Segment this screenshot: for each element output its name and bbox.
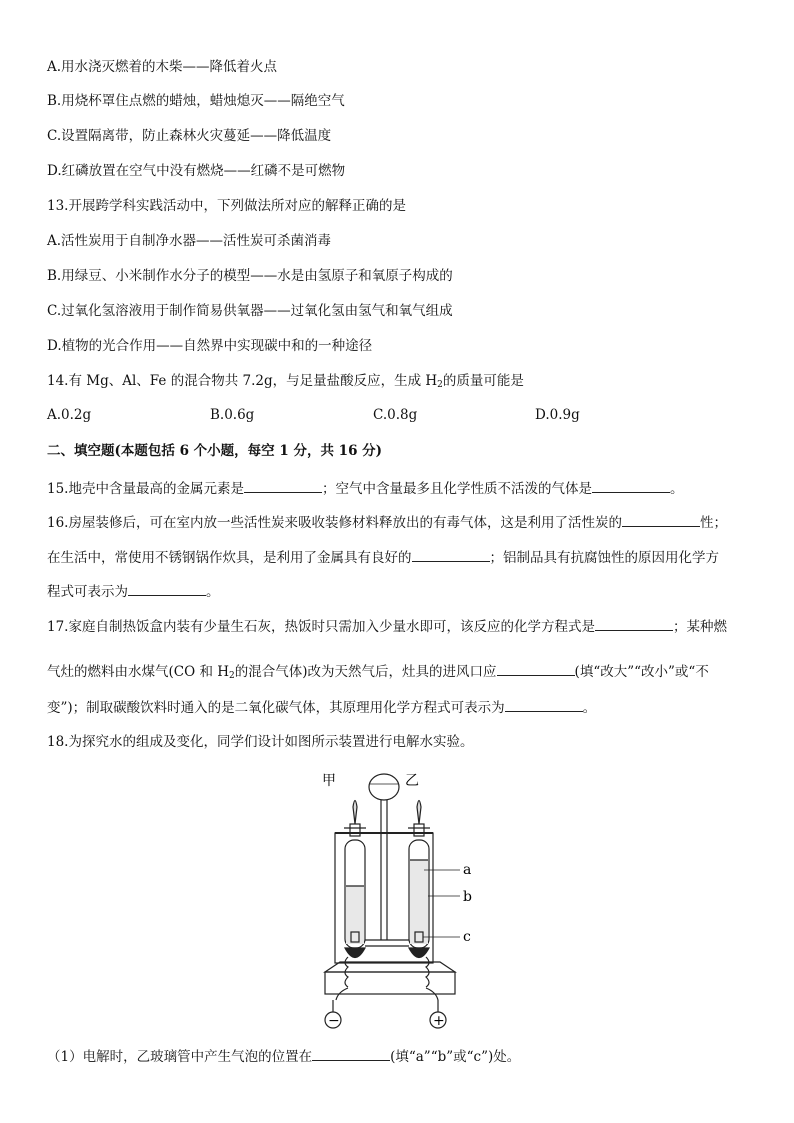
section-2-heading: 二、填空题(本题包括 6 个小题，每空 1 分，共 16 分): [47, 443, 383, 459]
q17-part3: 气灶的燃料由水煤气(CO 和 H: [47, 664, 230, 680]
q16-line-3: [47, 581, 220, 601]
q14-option-a: A.0.2g: [47, 407, 92, 423]
right-stopcock: [414, 824, 424, 836]
q13-option-c: C.过氧化氢溶液用于制作简易供氧器——过氧化氢由氢气和氧气组成: [47, 303, 453, 319]
label-yi: 乙: [405, 773, 419, 789]
q17-part6: 变”)；制取碳酸饮料时通入的是二氧化碳气体，其原理用化学方程式可表示为: [47, 700, 505, 716]
q12-option-d: D.红磷放置在空气中没有燃烧——红磷不是可燃物: [47, 163, 346, 179]
q16-line-2: [47, 547, 719, 567]
q16-blank-3[interactable]: [128, 581, 206, 596]
q15-blank-1[interactable]: [244, 478, 322, 493]
q16-blank-2[interactable]: [412, 547, 490, 562]
q16-line-1: [47, 512, 727, 532]
electrolysis-apparatus-figure: [300, 762, 500, 1030]
plus-sign-icon: +: [433, 1013, 445, 1029]
q17-part1: 17.家庭自制热饭盒内装有少量生石灰，热饭时只需加入少量水即可，该反应的化学方程式是: [47, 619, 595, 635]
q16-part2: 性；: [699, 515, 727, 531]
q17-subscript: 2: [229, 671, 235, 681]
q14-option-b: B.0.6g: [210, 407, 255, 423]
q15: [47, 478, 683, 498]
q14-stem: [47, 372, 524, 394]
q16-part5: 程式可表示为: [47, 584, 128, 600]
q18-stem: 18.为探究水的组成及变化，同学们设计如图所示装置进行电解水实验。: [47, 734, 474, 750]
electrolysis-apparatus-drawing: [300, 762, 500, 1030]
q13-option-b: B.用绿豆、小米制作水分子的模型——水是由氢原子和氧原子构成的: [47, 268, 453, 284]
q17-line-1: [47, 616, 727, 636]
left-stopcock: [350, 824, 360, 836]
q17-part7: 。: [582, 700, 597, 716]
q13-option-d: D.植物的光合作用——自然界中实现碳中和的一种途径: [47, 338, 373, 354]
reservoir-bulb: [369, 774, 399, 800]
q16-blank-1[interactable]: [622, 512, 700, 527]
q14-stem-tail: 的质量可能是: [442, 373, 524, 389]
q17-blank-3[interactable]: [505, 697, 583, 712]
q18-sub1-part2: (填“a”“b”或“c”)处。: [390, 1049, 521, 1065]
q15-blank-2[interactable]: [592, 478, 670, 493]
label-b: b: [463, 889, 472, 905]
q14-option-c: C.0.8g: [373, 407, 418, 423]
q13-stem: 13.开展跨学科实践活动中，下列做法所对应的解释正确的是: [47, 198, 406, 214]
q14-stem-text: 14.有 Mg、Al、Fe 的混合物共 7.2g，与足量盐酸反应，生成 H: [47, 373, 438, 389]
q12-option-a: A.用水浇灭燃着的木柴——降低着火点: [47, 59, 278, 75]
q17-line-3: [47, 697, 596, 717]
q18-sub-1: [47, 1046, 520, 1066]
q15-part1: 15.地壳中含量最高的金属元素是: [47, 481, 244, 497]
q14-stem-subscript: 2: [437, 380, 443, 390]
q17-part2: ；某种燃: [672, 619, 727, 635]
q16-part3: 在生活中，常使用不锈钢锅作炊具，是利用了金属具有良好的: [47, 550, 412, 566]
q17-blank-1[interactable]: [595, 616, 673, 631]
q12-option-c: C.设置隔离带，防止森林火灾蔓延——降低温度: [47, 128, 332, 144]
label-a: a: [463, 862, 472, 878]
q18-blank-1[interactable]: [312, 1046, 390, 1061]
q17-part5: (填“改大”“改小”或“不: [574, 664, 709, 680]
q14-option-d: D.0.9g: [535, 407, 580, 423]
q16-part6: 。: [206, 584, 220, 600]
label-c: c: [463, 929, 471, 945]
q16-part4: ；铝制品具有抗腐蚀性的原因用化学方: [489, 550, 719, 566]
q17-line-2: [47, 661, 709, 685]
q18-sub1-part1: （1）电解时，乙玻璃管中产生气泡的位置在: [47, 1049, 313, 1065]
q15-part3: 。: [669, 481, 684, 497]
label-jia: 甲: [322, 773, 336, 789]
q16-part1: 16.房屋装修后，可在室内放一些活性炭来吸收装修材料释放出的有毒气体，这是利用了活性炭的: [47, 515, 622, 531]
q13-option-a: A.活性炭用于自制净水器——活性炭可杀菌消毒: [47, 233, 332, 249]
minus-sign-icon: −: [328, 1013, 340, 1029]
q12-option-b: B.用烧杯罩住点燃的蜡烛，蜡烛熄灭——隔绝空气: [47, 93, 345, 109]
q17-blank-2[interactable]: [497, 661, 575, 676]
q15-part2: ；空气中含量最多且化学性质不活泼的气体是: [321, 481, 592, 497]
q17-part4: 的混合气体)改为天然气后，灶具的进风口应: [234, 664, 497, 680]
